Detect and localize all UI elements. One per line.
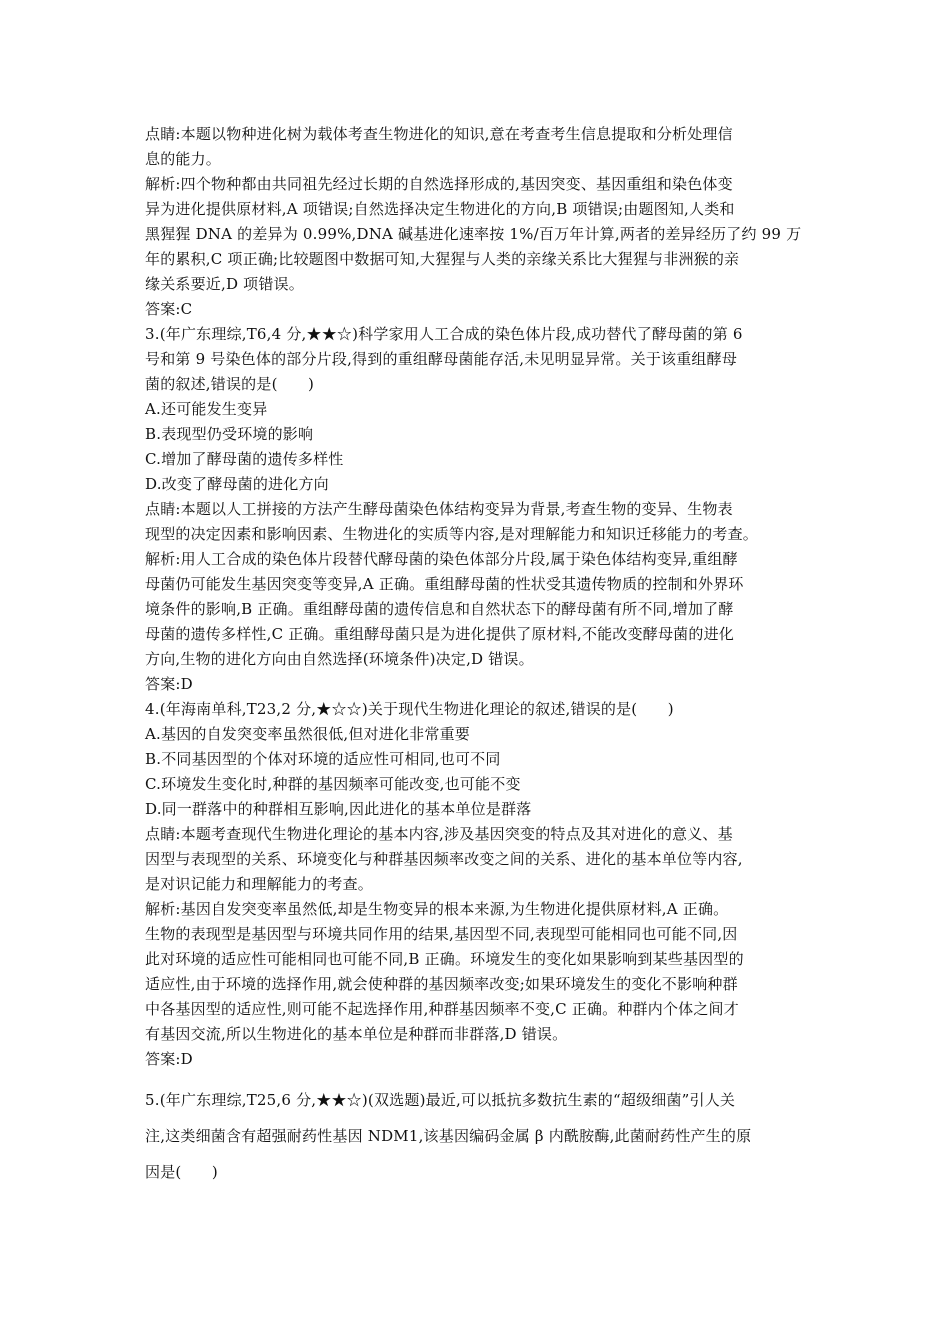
question-stem-line: 因是( ) [145,1163,218,1181]
question-stem-line: 4.(年海南单科,T23,2 分,★☆☆)关于现代生物进化理论的叙述,错误的是( ) [145,700,674,718]
text-line: 母菌的遗传多样性,C 正确。重组酵母菌只是为进化提供了原材料,不能改变酵母菌的进化 [145,625,734,643]
text-line: 息的能力。 [145,150,222,168]
block1-explanation [145,122,805,322]
question-stem-line: 5.(年广东理综,T25,6 分,★★☆)(双选题)最近,可以抵抗多数抗生素的“超级细菌”引人关 [145,1091,736,1109]
question-3 [145,322,805,697]
text-line: 此对环境的适应性可能相同也可能不同,B 正确。环境发生的变化如果影响到某些基因型的 [145,950,744,968]
option-a: A.还可能发生变异 [145,400,268,418]
document-page [145,122,805,1190]
question-stem-line: 号和第 9 号染色体的部分片段,得到的重组酵母菌能存活,未见明显异常。关于该重组酵母 [145,350,738,368]
text-line: 异为进化提供原材料,A 项错误;自然选择决定生物进化的方向,B 项错误;由题图知,人类和 [145,200,735,218]
option-d: D.改变了酵母菌的进化方向 [145,475,329,493]
option-c: C.环境发生变化时,种群的基因频率可能改变,也可能不变 [145,775,521,793]
text-line: 中各基因型的适应性,则可能不起选择作用,种群基因频率不变,C 正确。种群内个体之间才 [145,1000,739,1018]
question-4 [145,697,805,1072]
text-line: 因型与表现型的关系、环境变化与种群基因频率改变之间的关系、进化的基本单位等内容, [145,850,743,868]
answer-line: 答案:D [145,675,193,693]
text-line: 现型的决定因素和影响因素、生物进化的实质等内容,是对理解能力和知识迁移能力的考查。 [145,525,758,543]
text-line: 适应性,由于环境的选择作用,就会使种群的基因频率改变;如果环境发生的变化不影响种群 [145,975,738,993]
text-line: 点睛:本题以人工拼接的方法产生酵母菌染色体结构变异为背景,考查生物的变异、生物表 [145,500,733,518]
text-line: 母菌仍可能发生基因突变等变异,A 正确。重组酵母菌的性状受其遗传物质的控制和外界环 [145,575,744,593]
answer-line: 答案:C [145,300,193,318]
text-line: 点睛:本题以物种进化树为载体考查生物进化的知识,意在考查考生信息提取和分析处理信 [145,125,733,143]
text-line: 有基因交流,所以生物进化的基本单位是种群而非群落,D 错误。 [145,1025,568,1043]
question-stem-line: 菌的叙述,错误的是( ) [145,375,315,393]
text-line: 是对识记能力和理解能力的考查。 [145,875,374,893]
text-line: 方向,生物的进化方向由自然选择(环境条件)决定,D 错误。 [145,650,534,668]
option-b: B.表现型仍受环境的影响 [145,425,314,443]
text-line: 点睛:本题考查现代生物进化理论的基本内容,涉及基因突变的特点及其对进化的意义、基 [145,825,733,843]
option-c: C.增加了酵母菌的遗传多样性 [145,450,344,468]
text-line: 年的累积,C 项正确;比较题图中数据可知,大猩猩与人类的亲缘关系比大猩猩与非洲猴的亲 [145,250,740,268]
text-line: 黑猩猩 DNA 的差异为 0.99%,DNA 碱基进化速率按 1%/百万年计算,两者的差异经历了约 99 万 [145,225,802,243]
question-5 [145,1082,805,1190]
text-line: 解析:四个物种都由共同祖先经过长期的自然选择形成的,基因突变、基因重组和染色体变 [145,175,733,193]
text-line: 境条件的影响,B 正确。重组酵母菌的遗传信息和自然状态下的酵母菌有所不同,增加了酵 [145,600,734,618]
question-stem-line: 3.(年广东理综,T6,4 分,★★☆)科学家用人工合成的染色体片段,成功替代了酵母菌的第 6 [145,325,743,343]
text-line: 解析:用人工合成的染色体片段替代酵母菌的染色体部分片段,属于染色体结构变异,重组酵 [145,550,738,568]
question-stem-line: 注,这类细菌含有超强耐药性基因 NDM1,该基因编码金属 β 内酰胺酶,此菌耐药性产生的原 [145,1127,752,1145]
text-line: 缘关系要近,D 项错误。 [145,275,304,293]
option-b: B.不同基因型的个体对环境的适应性可相同,也可不同 [145,750,501,768]
answer-line: 答案:D [145,1050,193,1068]
option-d: D.同一群落中的种群相互影响,因此进化的基本单位是群落 [145,800,532,818]
text-line: 解析:基因自发突变率虽然低,却是生物变异的根本来源,为生物进化提供原材料,A 正确。 [145,900,729,918]
option-a: A.基因的自发突变率虽然很低,但对进化非常重要 [145,725,470,743]
text-line: 生物的表现型是基因型与环境共同作用的结果,基因型不同,表现型可能相同也可能不同,因 [145,925,738,943]
